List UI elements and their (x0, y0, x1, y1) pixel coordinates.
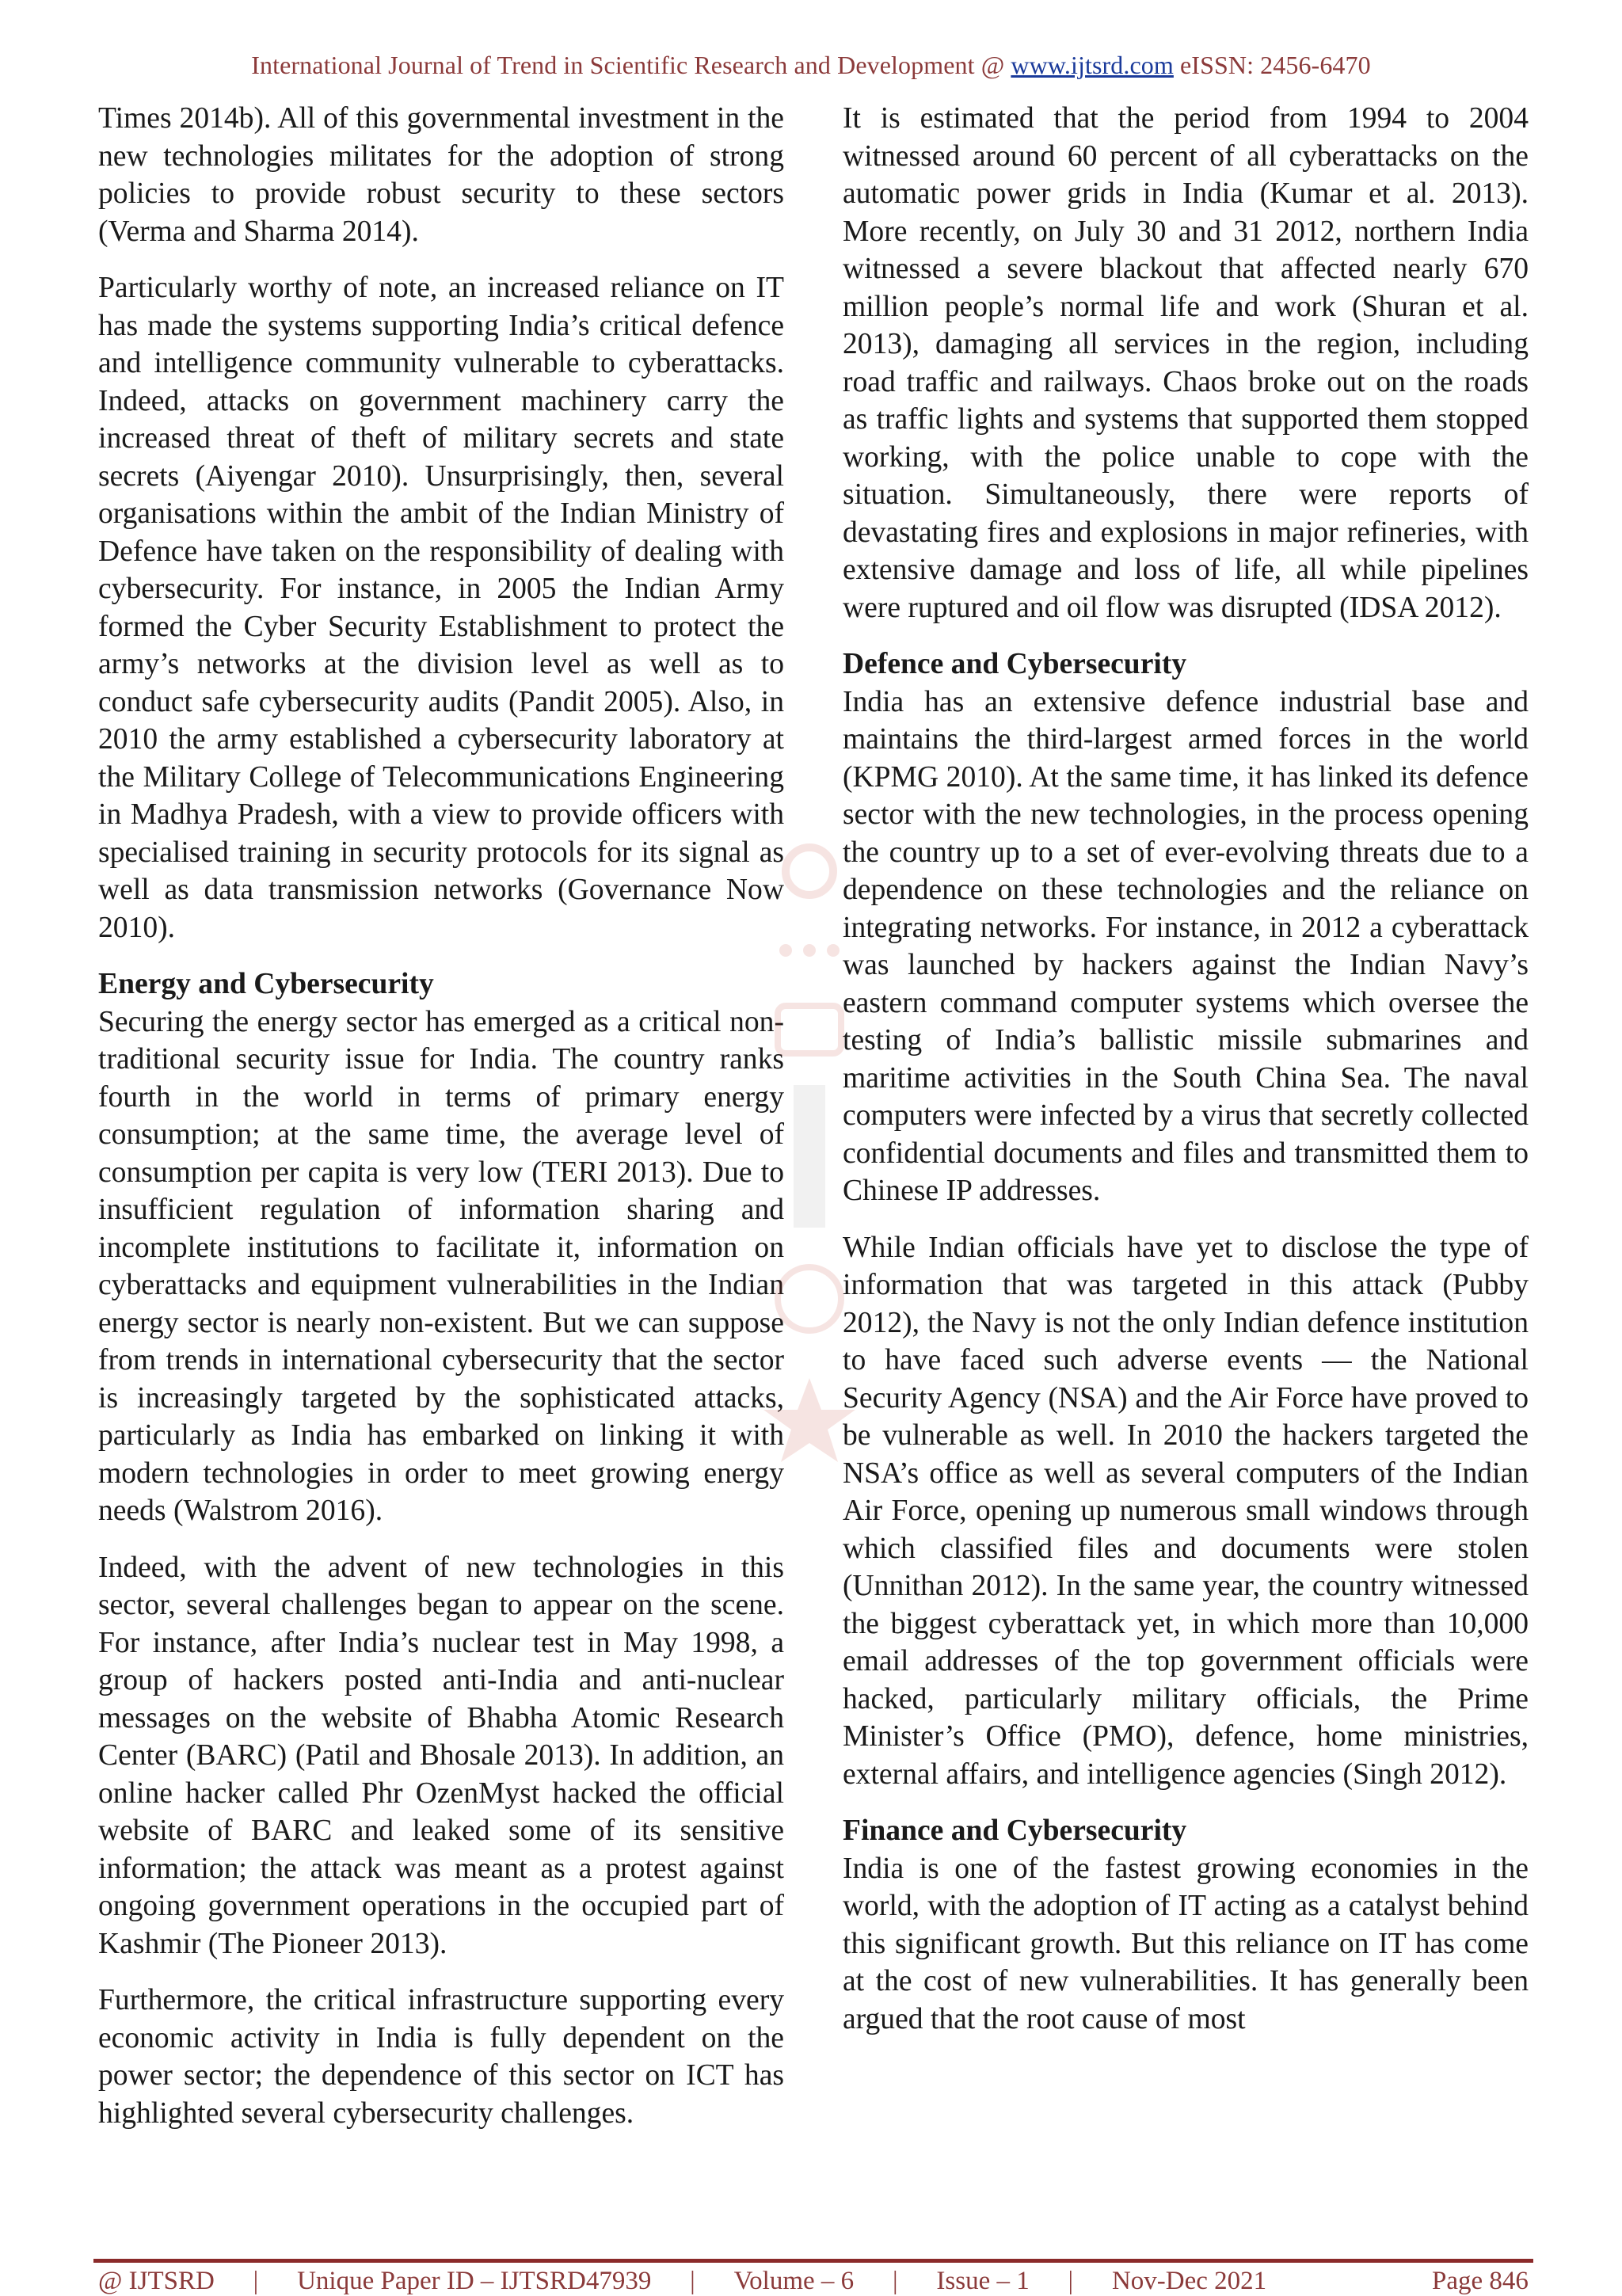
footer-divider (93, 2259, 1533, 2263)
paragraph: India has an extensive defence industrial base and maintains the third-largest armed forces in the world (KPMG 2010). At the same time, it has linked its defence sector with the new technologies, in the process opening the country up to a set of ever-evolving threats due to a dependence on these technologies and the reliance on integrating networks. For instance, in 2012 a cyberattack was launched by hackers against the Indian Navy’s eastern command computer systems which oversee the testing of India’s ballistic missile submarines and maritime activities in the South China Sea. The naval computers were infected by a virus that secretly collected confidential documents and files and transmitted them to Chinese IP addresses. (843, 685, 1529, 1207)
footer-issue: Issue – 1 (936, 2267, 1030, 2295)
footer-journal: @ IJTSRD (98, 2267, 215, 2295)
footer-separator: | (892, 2267, 898, 2295)
paragraph: Particularly worthy of note, an increased reliance on IT has made the systems supporting India’s critical defence and intelligence community vulnerable to cyberattacks. Indeed, attacks on government machinery carry the increased threat of theft of military secrets and state secrets (Aiyengar 2010). Unsurprisingly, then, several organisations within the ambit of the Indian Ministry of Defence have taken on the responsibility of dealing with cybersecurity. For instance, in 2005 the Indian Army formed the Cyber Security Establishment to protect the army’s networks at the division level as well as to conduct safe cybersecurity audits (Pandit 2005). Also, in 2010 the army established a cybersecurity laboratory at the Military College of Telecommunications Engineering in Madhya Pradesh, with a view to provide officers with specialised training in security protocols for its signal as well as data transmission networks (Governance Now 2010). (98, 272, 784, 944)
paragraph: Indeed, with the advent of new technologies in this sector, several challenges began to appear on the scene. For instance, after India’s nuclear test in May 1998, a group of hackers posted anti-India and anti-nuclear messages on the website of Bhabha Atomic Research Center (BARC) (Patil and Bhosale 2013). In addition, an online hacker called Phr OzenMyst hacked the official website of BARC and leaked some of its sensitive information; the attack was meant as a protest against ongoing government operations in the occupied part of Kashmir (The Pioneer 2013). (98, 1551, 784, 1960)
paragraph: While Indian officials have yet to disclose the type of information that was targeted in this attack (Pubby 2012), the Navy is not the only Indian defence institution to have faced such adverse events — the National Security Agency (NSA) and the Air Force have proved to be vulnerable as well. In 2010 the hackers targeted the NSA’s office as well as several computers of the Indian Air Force, opening up numerous small windows through which classified files and documents were stolen (Unnithan 2012). In the same year, the country witnessed the biggest cyberattack yet, in which more than 10,000 email addresses of the top government officials were hacked, particularly military officials, the Prime Minister’s Office (PMO), defence, home ministries, external affairs, and intelligence agencies (Singh 2012). (843, 1231, 1529, 1791)
right-column (843, 100, 1529, 2057)
paragraph: Times 2014b). All of this governmental investment in the new technologies militates for the adoption of strong policies to provide robust security to these sectors (Verma and Sharma 2014). (98, 102, 784, 248)
paragraph: It is estimated that the period from 1994 to 2004 witnessed around 60 percent of all cyberattacks on the automatic power grids in India (Kumar et al. 2013). More recently, on July 30 and 31 2012, northern India witnessed a severe blackout that affected nearly 670 million people’s normal life and work (Shuran et al. 2013), damaging all services in the region, including road traffic and railways. Chaos broke out on the roads as traffic lights and systems that supported them stopped working, with the police unable to cope with the situation. Simultaneously, there were reports of devastating fires and explosions in major refineries, with extensive damage and loss of life, all while pipelines were ruptured and oil flow was disrupted (IDSA 2012). (843, 102, 1529, 624)
journal-header (0, 51, 1622, 80)
footer-separator: | (1068, 2267, 1074, 2295)
header-text-after: eISSN: 2456-6470 (1173, 51, 1371, 79)
footer-date: Nov-Dec 2021 (1111, 2267, 1267, 2295)
paragraph: Furthermore, the critical infrastructure supporting every economic activity in India is fully dependent on the power sector; the dependence of this sector on ICT has highlighted several cybersecurity challenges. (98, 1984, 784, 2130)
section-heading-finance: Finance and Cybersecurity (843, 1814, 1187, 1847)
page-footer (98, 2267, 1529, 2296)
footer-separator: | (690, 2267, 695, 2295)
journal-website-link[interactable]: www.ijtsrd.com (1011, 51, 1174, 79)
section-heading-energy: Energy and Cybersecurity (98, 968, 434, 1000)
footer-volume: Volume – 6 (733, 2267, 855, 2295)
left-column (98, 100, 784, 2151)
footer-separator: | (253, 2267, 259, 2295)
section-heading-defence: Defence and Cybersecurity (843, 648, 1187, 680)
paragraph: India is one of the fastest growing economies in the world, with the adoption of IT acting as a catalyst behind this significant growth. But this reliance on IT has come at the cost of new vulnerabilities. It has generally been argued that the root cause of most (843, 1852, 1529, 2035)
footer-paper-id: Unique Paper ID – IJTSRD47939 (297, 2267, 652, 2295)
header-text-before: International Journal of Trend in Scientific Research and Development @ (251, 51, 1011, 79)
footer-page-number: Page 846 (1431, 2267, 1529, 2295)
paragraph: Securing the energy sector has emerged as a critical non-traditional security issue for India. The country ranks fourth in the world in terms of primary energy consumption; at the same time, the average level of consumption per capita is very low (TERI 2013). Due to insufficient regulation of information sharing and incomplete institutions to facilitate it, information on cyberattacks and equipment vulnerabilities in the Indian energy sector is nearly non-existent. But we can suppose from trends in international cybersecurity that the sector is increasingly targeted by the sophisticated attacks, particularly as India has embarked on linking it with modern technologies in order to meet growing energy needs (Walstrom 2016). (98, 1005, 784, 1527)
